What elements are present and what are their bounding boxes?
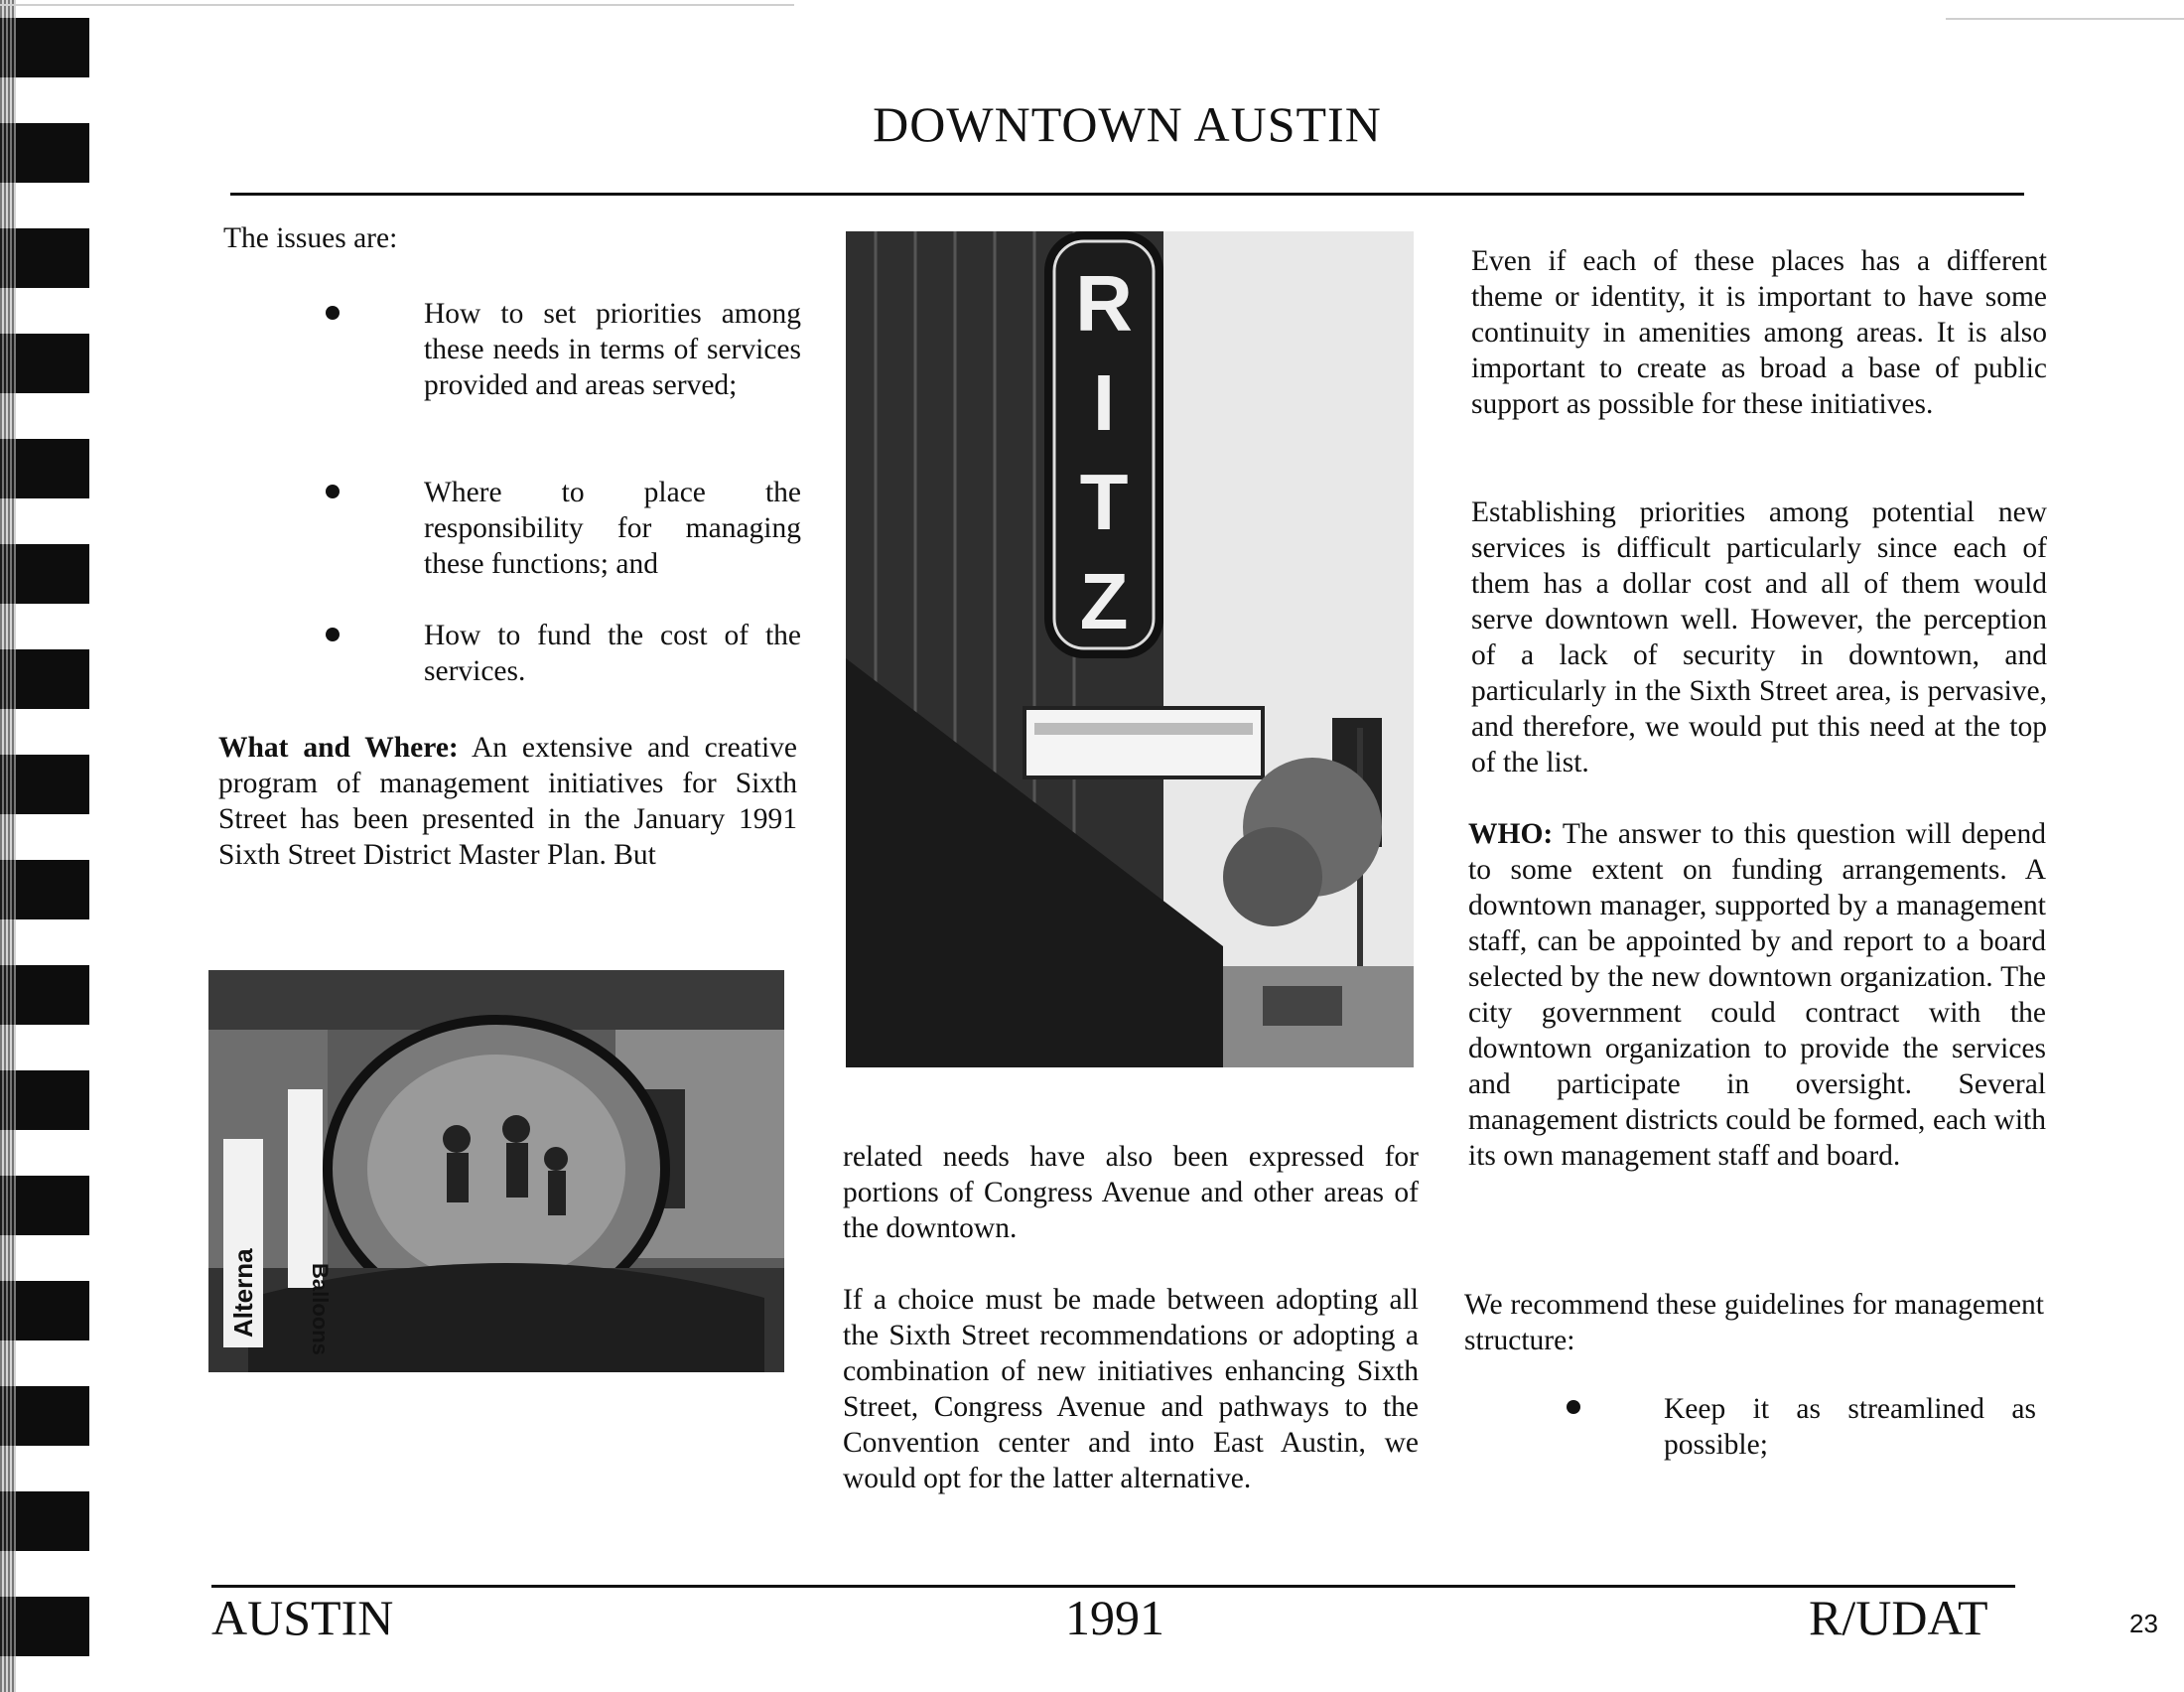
continuity-paragraph: Even if each of these places has a different theme or identity, it is important to have some continuity in amenities among areas. It is also important to create as broad a base of public support as possible for these initiatives. (1471, 245, 2047, 420)
footer-publisher: R/UDAT (1809, 1590, 1988, 1645)
issue-item: How to set priorities among these needs in terms of services provided and areas served; (424, 298, 801, 401)
who-text: The answer to this question will depend to some extent on funding arrangements. A downtown manager, supported by a management staff, can be appointed by and report to a board selected by the new downtown organization. The city government could contract with the downtown organization to provide the services and participate in oversight. Several management districts could be formed, each with its own management staff and board. (1468, 818, 2046, 1172)
ritz-sign-letter-t: T (1079, 458, 1129, 546)
footer-rule (211, 1585, 2015, 1588)
related-needs-paragraph: related needs have also been expressed for portions of Congress Avenue and other areas of the downtown. (843, 1141, 1419, 1244)
bullet-dot (326, 628, 340, 641)
bullet-dot (326, 485, 340, 498)
ritz-sign-letter-i: I (1092, 358, 1116, 447)
footer-city: AUSTIN (211, 1590, 394, 1645)
bullet-dot (1567, 1400, 1580, 1414)
priorities-paragraph: Establishing priorities among potential new services is difficult particularly since each of them has a dollar cost and all of them would serve downtown well. However, the perception of a lack of security in downtown, and particularly in the Sixth Street area, is pervasive, and therefore, we would put this need at the top of the list. (1471, 496, 2047, 778)
issues-intro: The issues are: (223, 222, 398, 254)
issue-item: Where to place the responsibility for managing these functions; and (424, 477, 801, 580)
page-number: 23 (2129, 1609, 2158, 1638)
bullet-dot (326, 306, 340, 320)
choice-paragraph: If a choice must be made between adopting all the Sixth Street recommendations or adopting a combination of new initiatives enhancing Sixth Street, Congress Avenue and pathways to the Convention center and into East Austin, we would opt for the latter alternative. (843, 1284, 1419, 1494)
scan-edge-line (1946, 18, 2184, 20)
ritz-theatre-photo (846, 231, 1414, 1067)
who-paragraph (1468, 816, 2046, 1174)
footer-year: 1991 (1065, 1590, 1164, 1645)
street-mural-photo (208, 970, 784, 1372)
sign-alterna: Alterna (228, 1248, 258, 1338)
header-rule (230, 193, 2024, 196)
what-where-label: What and Where: (218, 732, 459, 764)
page-title: DOWNTOWN AUSTIN (873, 96, 1382, 152)
sign-balloons: Balloons (308, 1263, 333, 1355)
recommend-paragraph: We recommend these guidelines for management structure: (1464, 1289, 2044, 1356)
spiral-binding (0, 0, 89, 1692)
ritz-sign-letter-r: R (1075, 259, 1133, 348)
issue-item: How to fund the cost of the services. (424, 620, 801, 687)
guideline-item: Keep it as streamlined as possible; (1664, 1393, 2036, 1461)
who-label: WHO: (1468, 818, 1554, 850)
scan-edge-line (0, 4, 794, 6)
ritz-sign-letter-z: Z (1079, 557, 1129, 645)
what-where-text: An extensive and creative program of management initiatives for Sixth Street has been presented in the January 1991 Sixth Street District Master Plan. But (218, 732, 797, 871)
what-where-paragraph (218, 730, 797, 873)
